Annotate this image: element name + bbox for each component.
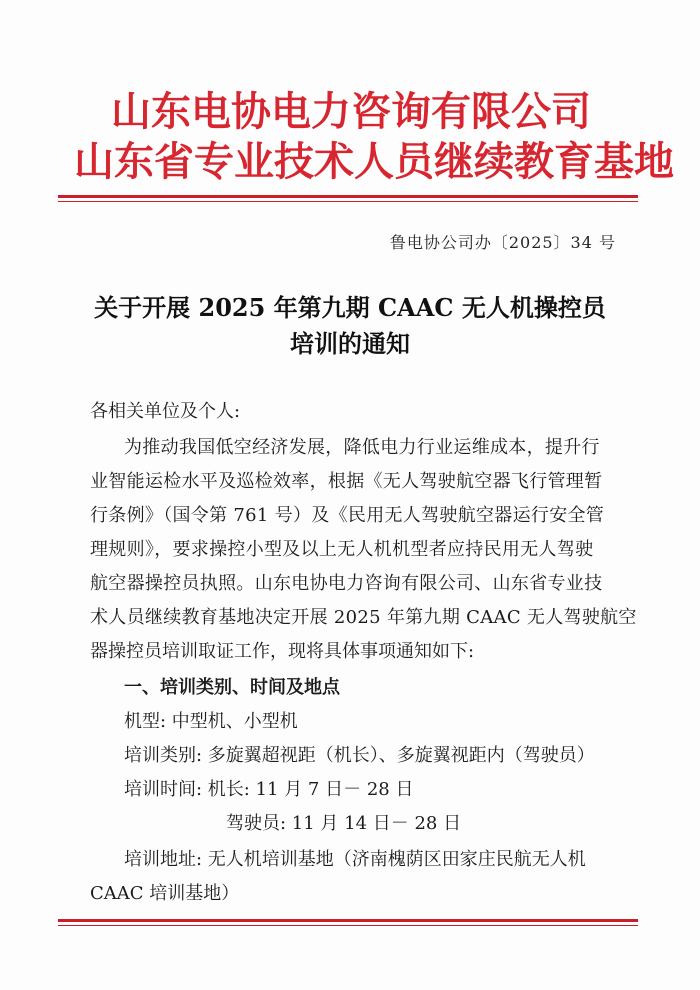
section-heading-1: 一、培训类别、时间及地点	[124, 677, 340, 698]
paragraph-line: 航空器操控员执照。山东电协电力咨询有限公司、山东省专业技	[90, 573, 603, 594]
salutation: 各相关单位及个人:	[90, 401, 241, 422]
document-title-line2: 培训的通知	[290, 329, 410, 358]
header-org-line1: 山东电协电力咨询有限公司	[111, 88, 591, 135]
paragraph-line: 器操控员培训取证工作，现将具体事项通知如下:	[90, 641, 475, 662]
item-model: 机型: 中型机、小型机	[124, 711, 298, 732]
item-category: 培训类别: 多旋翼超视距（机长）、多旋翼视距内（驾驶员）	[124, 745, 595, 766]
paragraph-line: 术人员继续教育基地决定开展 2025 年第九期 CAAC 无人驾驶航空	[90, 607, 637, 628]
header-rule-thin	[58, 201, 638, 202]
document-number: 鲁电协公司办〔2025〕34 号	[389, 233, 616, 252]
paragraph-line: 为推动我国低空经济发展，降低电力行业运维成本，提升行	[124, 437, 600, 458]
header-rule-thick	[58, 195, 638, 198]
footer-rule-thin	[58, 925, 638, 926]
paragraph-line: 理规则》，要求操控小型及以上无人机机型者应持民用无人驾驶	[90, 539, 594, 560]
document-title-line1: 关于开展 2025 年第九期 CAAC 无人机操控员	[94, 293, 606, 322]
item-time-pilot: 驾驶员: 11 月 14 日－ 28 日	[226, 813, 462, 834]
item-time-captain: 培训时间: 机长: 11 月 7 日－ 28 日	[124, 779, 414, 800]
item-location-line2: CAAC 培训基地）	[90, 883, 240, 904]
item-location-line1: 培训地址: 无人机培训基地（济南槐荫区田家庄民航无人机	[124, 849, 586, 870]
footer-rule-thick	[58, 919, 638, 922]
paragraph-line: 业智能运检水平及巡检效率，根据《无人驾驶航空器飞行管理暂	[90, 471, 603, 492]
paragraph-line: 行条例》（国令第 761 号）及《民用无人驾驶航空器运行安全管	[90, 505, 605, 526]
header-org-line2: 山东省专业技术人员继续教育基地	[74, 138, 674, 185]
